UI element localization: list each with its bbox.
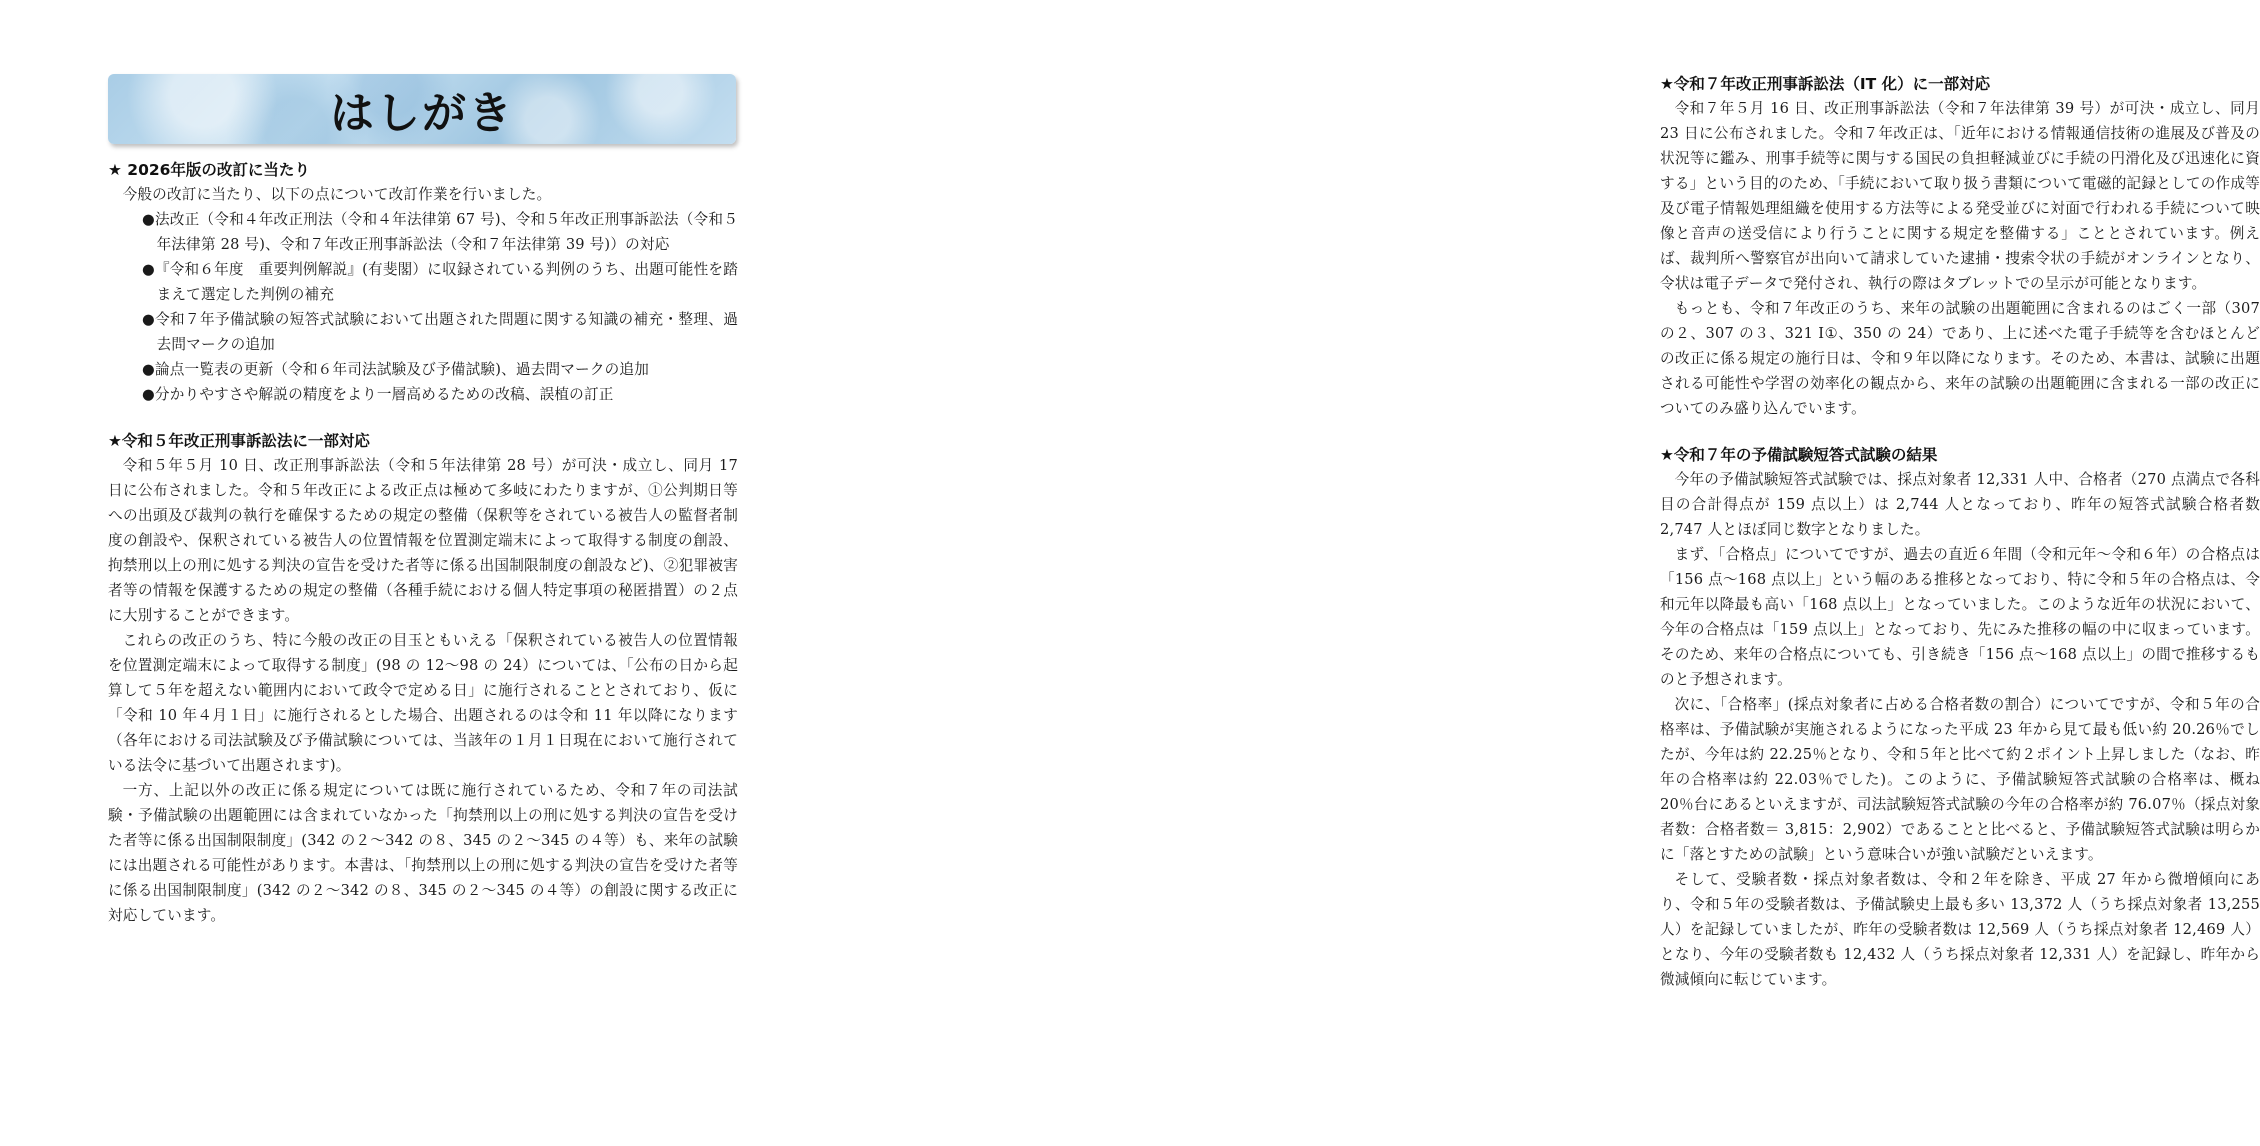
list-item: ●法改正（令和４年改正刑法（令和４年法律第 67 号)、令和５年改正刑事訴訟法（令和５年法律第 28 号)、令和７年改正刑事訴訟法（令和７年法律第 39 号)）の対応 — [142, 211, 738, 253]
section-2026-revision — [108, 158, 738, 407]
section-heading: ★ 2026年版の改訂に当たり — [108, 161, 310, 179]
left-page — [0, 0, 800, 1146]
paragraph: 令和５年５月 10 日、改正刑事訴訟法（令和５年法律第 28 号）が可決・成立し、同月 17 日に公布されました。令和５年改正による改正点は極めて多岐にわたりますが、①公判期日等への出頭及び裁判の執行を確保するための規定の整備（保釈等をされている被告人の監督者制度の創設や、保釈されている被告人の位置情報を位置測定端末によって取得する制度の創設、拘禁刑以上の刑に処する判決の宣告を受けた者等に係る出国制限制度の創設など)、②犯罪被害者等の情報を保護するための規定の整備（各種手続における個人特定事項の秘匿措置）の２点に大別することができます。 — [108, 457, 738, 624]
section-r7-amendment — [1660, 72, 2260, 421]
list-item: ●論点一覧表の更新（令和６年司法試験及び予備試験)、過去問マークの追加 — [142, 361, 650, 378]
title-banner — [108, 74, 736, 144]
paragraph: まず、「合格点」についてですが、過去の直近６年間（令和元年〜令和６年）の合格点は「156 点〜168 点以上」という幅のある推移となっており、特に令和５年の合格点は、令和元年以降最も高い「168 点以上」となっていました。このような近年の状況において、今年の合格点は「159 点以上」となっており、先にみた推移の幅の中に収まっています。そのため、来年の合格点についても、引き続き「156 点〜168 点以上」の間で推移するものと予想されます。 — [1660, 546, 2260, 688]
section-heading: ★令和５年改正刑事訴訟法に一部対応 — [108, 432, 370, 450]
paragraph: これらの改正のうち、特に今般の改正の目玉ともいえる「保釈されている被告人の位置情報を位置測定端末によって取得する制度」(98 の 12〜98 の 24）については、「公布の日から起算して５年を超えない範囲内において政令で定める日」に施行されることとされており、仮に「令和 10 年４月１日」に施行されるとした場合、出題されるのは令和 11 年以降になります（各年における司法試験及び予備試験については、当該年の１月１日現在において施行されている法令に基づいて出題されます)。 — [108, 632, 738, 774]
left-column — [108, 158, 738, 928]
section-intro: 今般の改訂に当たり、以下の点について改訂作業を行いました。 — [122, 186, 552, 203]
section-gap — [108, 407, 738, 429]
section-r7-exam-results — [1660, 443, 2260, 992]
page-title: はしがき — [330, 88, 514, 139]
list-item: ●令和７年予備試験の短答式試験において出題された問題に関する知識の補充・整理、過去問マークの追加 — [142, 311, 738, 353]
paragraph: もっとも、令和７年改正のうち、来年の試験の出題範囲に含まれるのはごく一部（307 の２、307 の３、321 Ⅰ①、350 の 24）であり、上に述べた電子手続等を含むほとんどの改正に係る規定の施行日は、令和９年以降になります。そのため、本書は、試験に出題される可能性や学習の効率化の観点から、来年の試験の出題範囲に含まれる一部の改正についてのみ盛り込んでいます。 — [1660, 300, 2260, 417]
paragraph: 令和７年５月 16 日、改正刑事訴訟法（令和７年法律第 39 号）が可決・成立し、同月 23 日に公布されました。令和７年改正は、「近年における情報通信技術の進展及び普及の状況等に鑑み、刑事手続等に関与する国民の負担軽減並びに手続の円滑化及び迅速化に資する」という目的のため、「手続において取り扱う書類について電磁的記録としての作成等及び電子情報処理組織を使用する方法等による発受並びに対面で行われる手続について映像と音声の送受信により行うことに関する規定を整備する」こととされています。例えば、裁判所へ警察官が出向いて請求していた逮捕・捜索令状の手続がオンラインとなり、令状は電子データで発付され、執行の際はタブレットでの呈示が可能となります。 — [1660, 100, 2260, 292]
section-heading: ★令和７年改正刑事訴訟法（IT 化）に一部対応 — [1660, 75, 1991, 93]
paragraph: そして、受験者数・採点対象者数は、令和２年を除き、平成 27 年から微増傾向にあり、令和５年の受験者数は、予備試験史上最も多い 13,372 人（うち採点対象者 13,255 人）を記録していましたが、昨年の受験者数は 12,569 人（うち採点対象者 12,469 人）となり、今年の受験者数も 12,432 人（うち採点対象者 12,331 人）を記録し、昨年から微減傾向に転じています。 — [1660, 871, 2260, 988]
right-column — [1660, 72, 2260, 992]
section-r5-amendment — [108, 429, 738, 928]
paragraph: 一方、上記以外の改正に係る規定については既に施行されているため、令和７年の司法試験・予備試験の出題範囲には含まれていなかった「拘禁刑以上の刑に処する判決の宣告を受けた者等に係る出国制限制度」(342 の２〜342 の８、345 の２〜345 の４等）も、来年の試験には出題される可能性があります。本書は、「拘禁刑以上の刑に処する判決の宣告を受けた者等に係る出国制限制度」(342 の２〜342 の８、345 の２〜345 の４等）の創設に関する改正に対応しています。 — [108, 782, 739, 924]
paragraph: 今年の予備試験短答式試験では、採点対象者 12,331 人中、合格者（270 点満点で各科目の合計得点が 159 点以上）は 2,744 人となっており、昨年の短答式試験合格者数 2,747 人とほぼ同じ数字となりました。 — [1660, 471, 2260, 538]
section-heading: ★令和７年の予備試験短答式試験の結果 — [1660, 446, 1938, 464]
right-page — [800, 0, 2260, 1146]
list-item: ●分かりやすさや解説の精度をより一層高めるための改稿、誤植の訂正 — [142, 386, 614, 403]
section-gap — [1660, 421, 2260, 443]
revision-list — [108, 207, 738, 407]
list-item: ●『令和６年度 重要判例解説』(有斐閣）に収録されている判例のうち、出題可能性を踏まえて選定した判例の補充 — [142, 261, 738, 303]
paragraph: 次に、「合格率」(採点対象者に占める合格者数の割合）についてですが、令和５年の合格率は、予備試験が実施されるようになった平成 23 年から見て最も低い約 20.26％でしたが、今年は約 22.25％となり、令和５年と比べて約２ポイント上昇しました（なお、昨年の合格率は約 22.03％でした)。このように、予備試験短答式試験の合格率は、概ね 20％台にあるといえますが、司法試験短答式試験の今年の合格率が約 76.07％（採点対象者数：合格者数＝ 3,815：2,902）であることと比べると、予備試験短答式試験は明らかに「落とすための試験」という意味合いが強い試験だといえます。 — [1660, 696, 2260, 863]
